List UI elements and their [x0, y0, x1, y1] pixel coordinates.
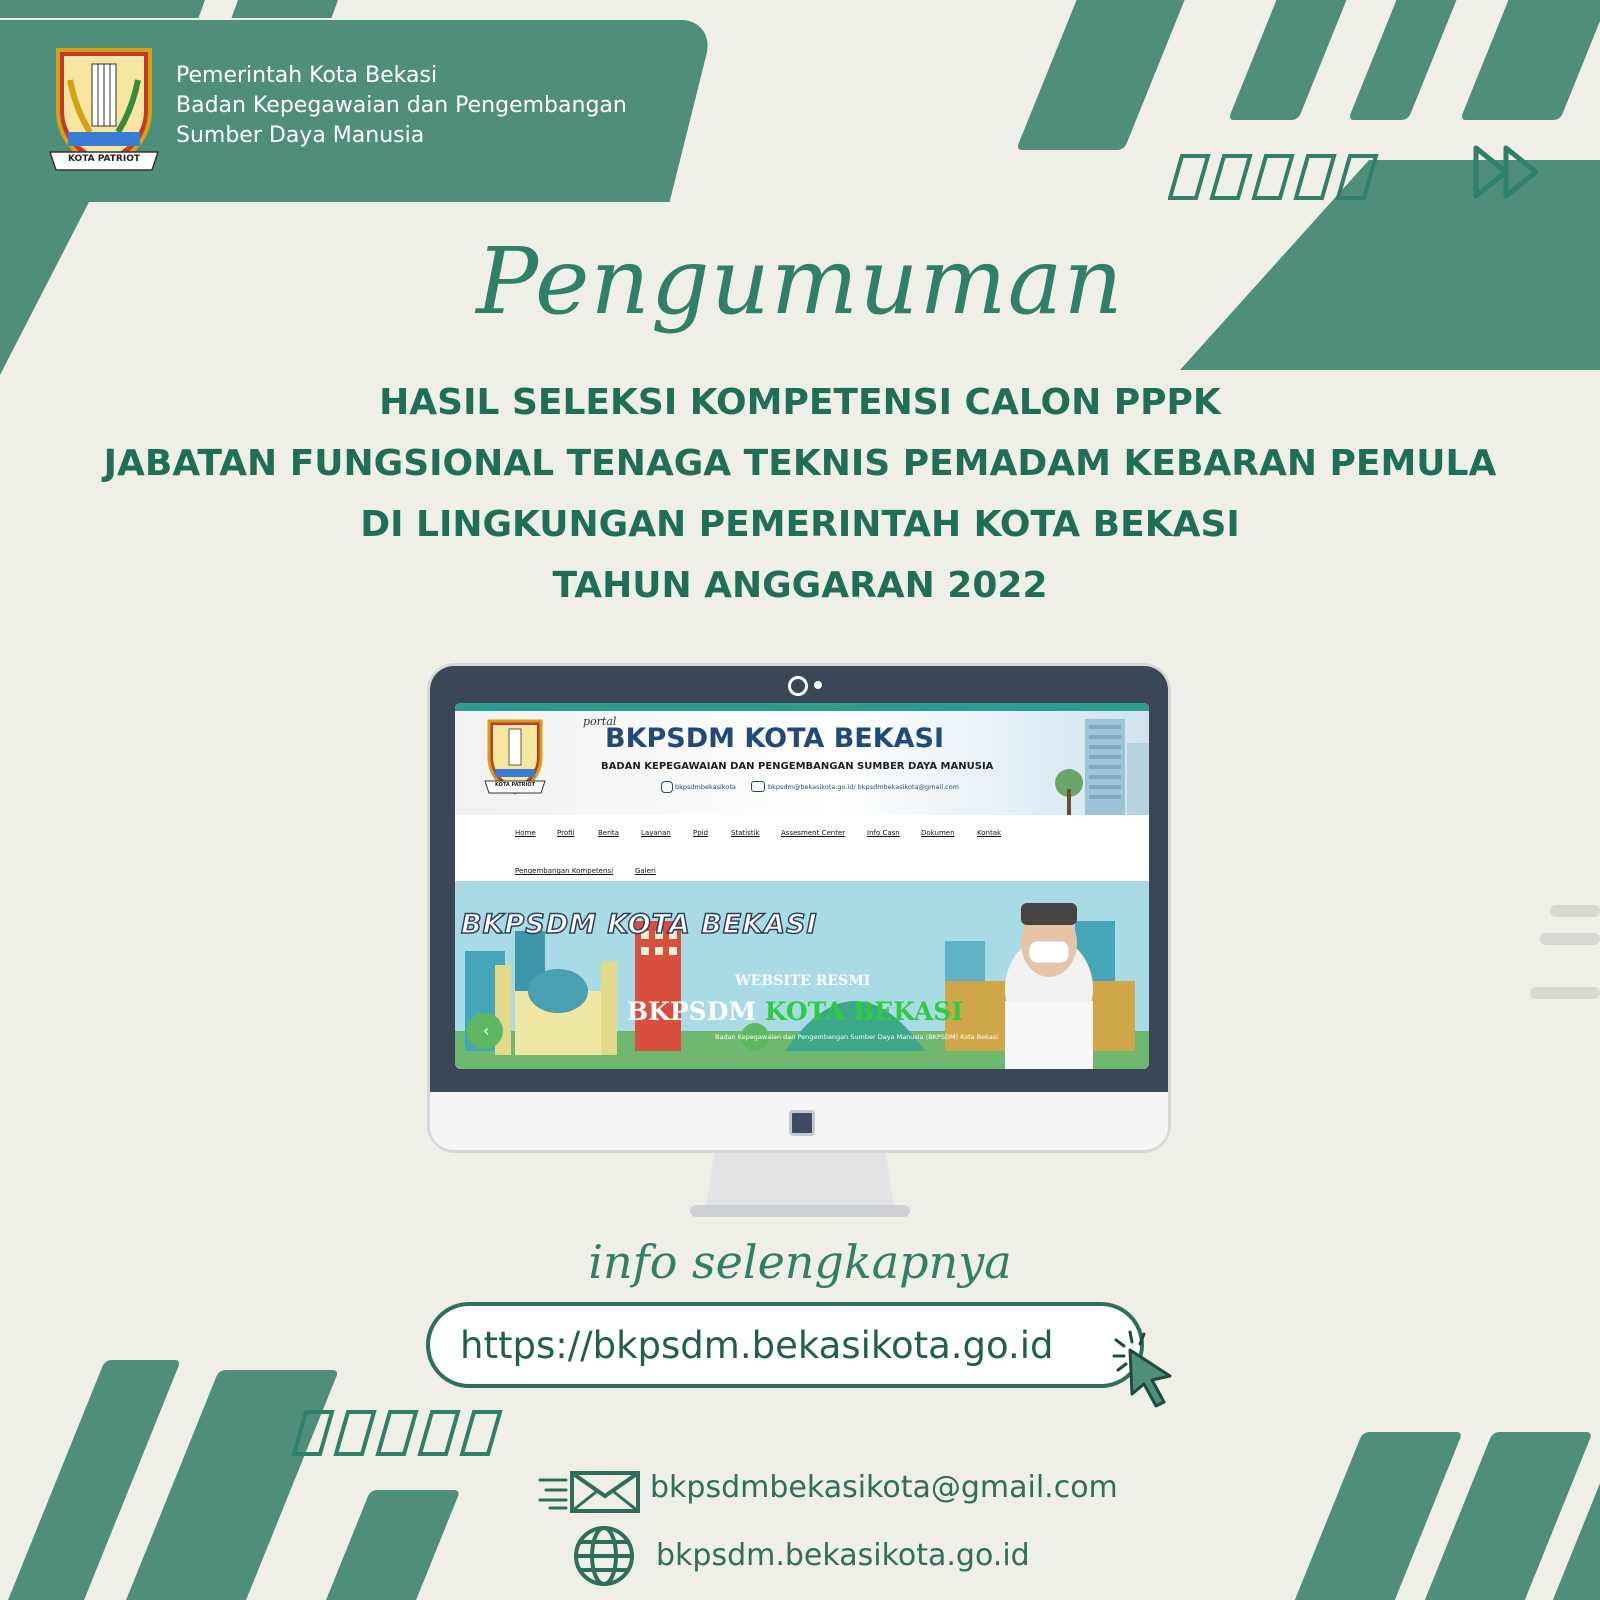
monitor-button-icon	[789, 1110, 815, 1136]
camera-icon	[788, 676, 808, 696]
website-subtitle: BADAN KEPEGAWAIAN DAN PENGEMBANGAN SUMBER DAYA MANUSIA	[601, 761, 994, 772]
decor-bar-top-left	[0, 0, 205, 18]
header-line-1: Pemerintah Kota Bekasi	[176, 63, 438, 88]
logo-banner-text: KOTA PATRIOT	[67, 154, 140, 164]
url-text[interactable]: https://bkpsdm.bekasikota.go.id	[460, 1324, 1054, 1367]
website-banner	[455, 703, 1149, 815]
monitor-stand-base	[690, 1205, 910, 1217]
hero-website-resmi: WEBSITE RESMI	[735, 973, 871, 989]
chevron-left-icon[interactable]: ‹	[483, 1021, 490, 1040]
website-emails: bkpsdm@bekasikota.go.id/ bkpsdmbekasikota@gmail.com	[768, 783, 960, 791]
decor-dashes-right	[1520, 905, 1600, 1045]
decor-bottom-slant-3	[318, 1490, 461, 1600]
cursor-click-icon	[1112, 1328, 1178, 1418]
nav-statistik[interactable]: Statistik	[731, 829, 760, 837]
hero-big-2: KOTA BEKASI	[764, 997, 964, 1026]
nav-assesment[interactable]: Assesment Center	[781, 829, 846, 837]
nav-ppid[interactable]: Ppid	[693, 829, 709, 837]
hero-title: BKPSDM KOTA BEKASI	[461, 909, 818, 940]
title-line-3: DI LINGKUNGAN PEMERINTAH KOTA BEKASI	[360, 504, 1240, 545]
title-line-4: TAHUN ANGGARAN 2022	[552, 565, 1048, 606]
instagram-icon	[661, 781, 673, 793]
hero-big-title	[627, 997, 963, 1026]
decor-slant-1	[1016, 0, 1189, 150]
website-nav	[455, 815, 1149, 881]
header-text	[176, 61, 627, 151]
website-portal-label: portal	[583, 715, 617, 728]
website-logo-banner: KOTA PATRIOT	[494, 782, 535, 788]
url-box[interactable]	[426, 1302, 1144, 1388]
city-emblem-icon	[40, 40, 168, 180]
nav-pengembangan[interactable]: Pengembangan Kompetensi	[515, 867, 614, 875]
decor-slant-4	[1460, 0, 1600, 120]
info-script: info selengkapnya	[588, 1235, 1012, 1289]
decor-slant-3	[1348, 0, 1461, 120]
website-instagram: bkpsdmbekasikota	[675, 783, 736, 791]
script-title: Pengumuman	[476, 228, 1124, 335]
title-line-2: JABATAN FUNGSIONAL TENAGA TEKNIS PEMADAM KEBARAN PEMULA	[103, 443, 1497, 484]
website-title: BKPSDM KOTA BEKASI	[605, 723, 945, 754]
nav-info-casn[interactable]: Info Casn	[867, 829, 900, 837]
nav-berita[interactable]: Berita	[598, 829, 619, 837]
hero-big-1: BKPSDM	[627, 997, 757, 1026]
main-title	[0, 372, 1600, 616]
fast-forward-icon	[1472, 144, 1544, 200]
decor-bar-top-left-2	[231, 0, 338, 18]
decor-slant-2	[1228, 0, 1351, 120]
nav-dokumen[interactable]: Dokumen	[921, 829, 955, 837]
contact-email[interactable]: bkpsdmbekasikota@gmail.com	[650, 1470, 1118, 1505]
monitor-chin	[430, 1092, 1168, 1150]
header-line-2: Badan Kepegawaian dan Pengembangan	[176, 93, 627, 118]
nav-layanan[interactable]: Layanan	[641, 829, 671, 837]
decor-outline-row-top	[1168, 154, 1408, 200]
website-screenshot	[455, 703, 1149, 1069]
nav-home[interactable]: Home	[515, 829, 536, 837]
monitor-frame	[430, 666, 1168, 1092]
title-line-1: HASIL SELEKSI KOMPETENSI CALON PPPK	[379, 382, 1221, 423]
decor-outline-row-bottom	[292, 1410, 532, 1456]
contact-site[interactable]: bkpsdm.bekasikota.go.id	[656, 1538, 1030, 1573]
camera-dot	[814, 681, 822, 689]
hero-description: Badan Kepegawaian dan Pengembangan Sumber Daya Manusia (BKPSDM) Kota Bekasi	[715, 1033, 998, 1041]
monitor	[427, 663, 1171, 1153]
header-line-3: Sumber Daya Manusia	[176, 123, 425, 148]
monitor-stand	[705, 1153, 895, 1211]
nav-kontak[interactable]: Kontak	[977, 829, 1002, 837]
website-hero	[455, 881, 1149, 1069]
globe-icon	[572, 1524, 636, 1588]
building-image	[1045, 709, 1149, 815]
mail-icon	[536, 1470, 644, 1514]
mail-icon-small	[751, 781, 765, 792]
nav-profil[interactable]: Profil	[557, 829, 575, 837]
website-emblem-icon	[479, 715, 551, 799]
nav-galeri[interactable]: Galeri	[635, 867, 656, 875]
